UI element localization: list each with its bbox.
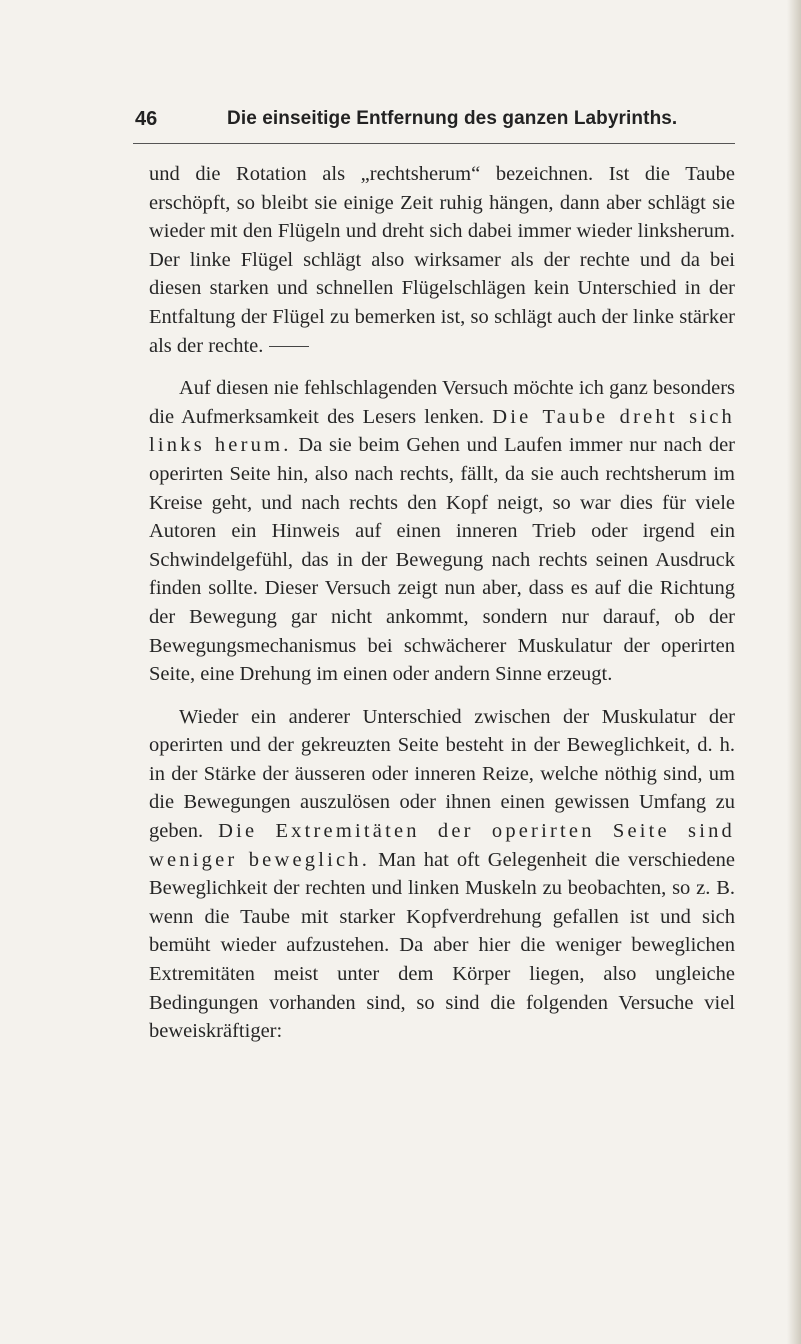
paragraph-3-text-a: Wieder ein anderer Unterschied zwischen der Muskulatur der operirten und der gekreuzten Seite besteht in der Beweglichkeit, d. h. in der Stärke der äusseren oder inneren Reize, welche nöthig sind, um die Bewegungen auszulösen oder ihnen einen gewissen Umfang zu geben. xyxy=(149,705,735,843)
running-title: Die einseitige Entfernung des ganzen Labyrinths. xyxy=(227,108,678,129)
page-edge-shadow xyxy=(787,0,801,1344)
paragraph-2-text-b: Da sie beim Gehen und Laufen immer nur nach der operirten Seite hin, also nach rechts, fällt, da sie auch rechtsherum im Kreise geht, und nach rechts den Kopf neigt, so war dies für viele Autoren ein Hinweis auf einen inneren Trieb oder irgend ein Schwindelgefühl, das in der Bewegung nach rechts seinen Ausdruck finden sollte. Dieser Versuch zeigt nun aber, dass es auf die Richtung der Bewegung gar nicht ankommt, sondern nur darauf, ob der Bewegungsmechanismus bei schwächerer Muskulatur der operirten Seite, eine Drehung im einen oder andern Sinne erzeugt. xyxy=(149,434,735,686)
body-text xyxy=(149,160,735,1046)
paragraph-1 xyxy=(149,160,735,360)
page-header xyxy=(135,106,735,134)
em-dash-rule xyxy=(269,346,309,347)
page-number: 46 xyxy=(135,108,158,130)
paragraph-3 xyxy=(149,703,735,1046)
paragraph-3-text-b: Man hat oft Gelegenheit die verschiedene Beweglichkeit der rechten und linken Muskeln zu beobachten, so z. B. wenn die Taube mit starker Kopfverdrehung gefallen ist und sich bemüht wieder aufzustehen. Da aber hier die weniger beweglichen Extremitäten meist unter dem Körper liegen, also ungleiche Bedingungen vorhanden sind, so sind die folgenden Versuche viel beweiskräftiger: xyxy=(149,848,736,1043)
header-rule xyxy=(133,143,735,144)
paragraph-2-emphasis: Die Taube dreht sich links herum. xyxy=(149,405,735,457)
paragraph-3-emphasis: Die Extremitäten der operirten Seite sind weniger beweglich. xyxy=(149,820,735,871)
paragraph-2-text-a: Auf diesen nie fehlschlagenden Versuch möchte ich ganz besonders die Aufmerksamkeit des Lesers lenken. xyxy=(149,377,735,428)
paragraph-1-text: und die Rotation als „rechtsherum“ bezeichnen. Ist die Taube erschöpft, so bleibt sie einige Zeit ruhig hängen, dann aber schlägt sie wieder mit den Flügeln und dreht sich dabei immer wieder linksherum. Der linke Flügel schlägt also wirksamer als der rechte und da bei diesen starken und schnellen Flügelschlägen kein Unterschied in der Entfaltung der Flügel zu bemerken ist, so schlägt auch der linke stärker als der rechte. xyxy=(149,163,735,357)
paragraph-2 xyxy=(149,374,735,689)
